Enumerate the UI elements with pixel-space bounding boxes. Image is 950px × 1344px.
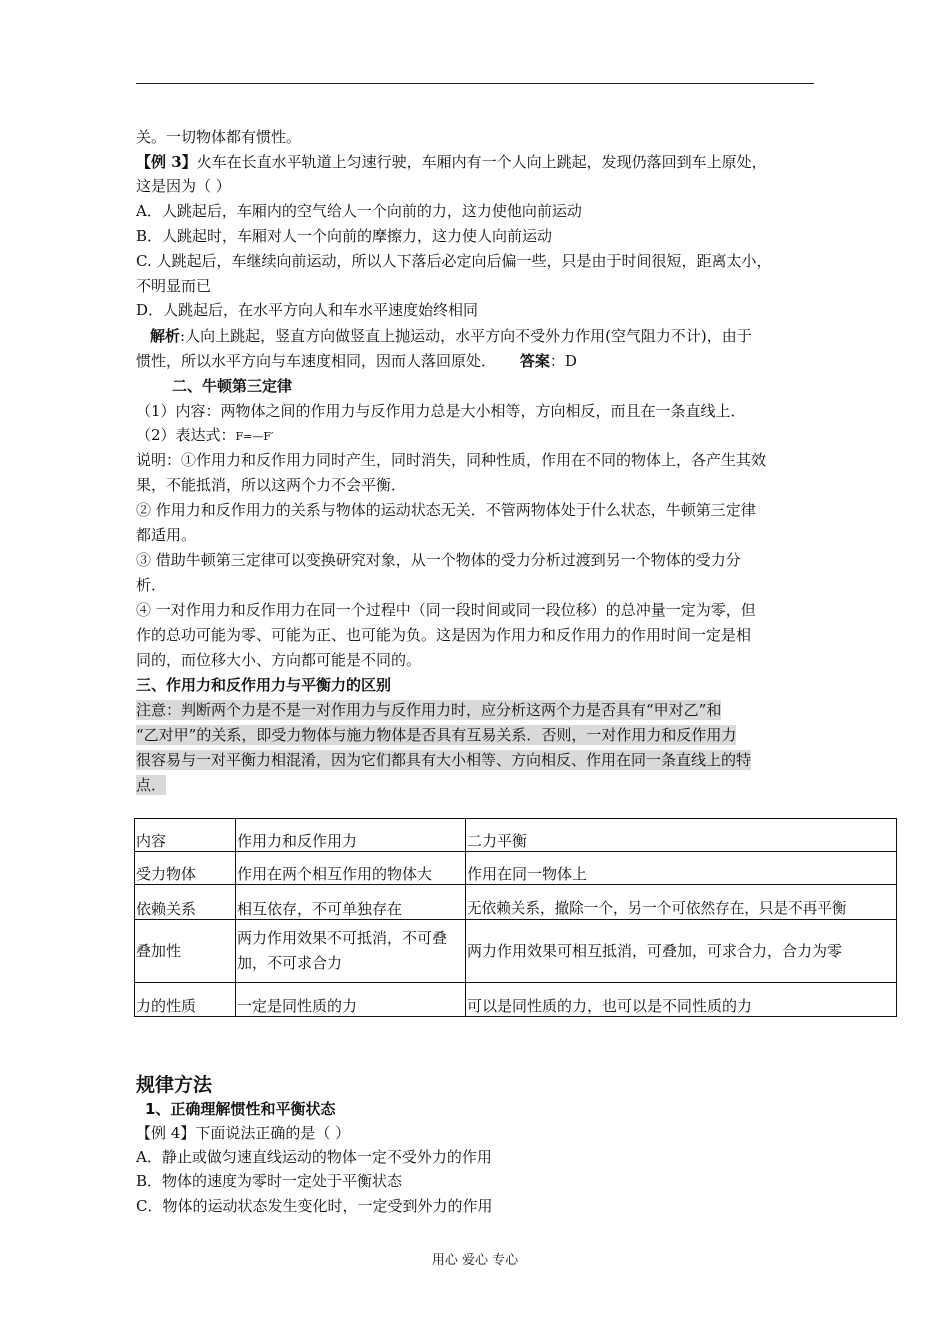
option-a: A．人跳起后，车厢内的空气给人一个向前的力，这力使他向前运动 (136, 202, 582, 220)
table-cell: 作用在同一物体上 (466, 852, 897, 885)
solution-label: 解析 (150, 327, 181, 345)
example-4-tag: 【例 4】 (136, 1124, 196, 1142)
text-line: 作的总功可能为零、可能为正、也可能为负。这是因为作用力和反作用力的作用时间一定是相 (136, 626, 752, 644)
example-3-tag: 【例 3】 (136, 153, 197, 171)
section-heading-3: 三、作用力和反作用力与平衡力的区别 (136, 676, 392, 694)
table-cell: 两力作用效果可相互抵消，可叠加，可求合力，合力为零 (466, 920, 897, 983)
example-3-question: 【例 3】火车在长直水平轨道上匀速行驶，车厢内有一个人向上跳起，发现仍落回到车上原处， (136, 153, 767, 171)
formula: F=—F′ (235, 430, 274, 443)
table-cell: 二力平衡 (466, 819, 897, 852)
note-4: ④ 一对作用力和反作用力在同一个过程中（同一段时间或同一段位移）的总冲量一定为零，但 (136, 601, 756, 619)
text-line: 不明显而已 (136, 277, 212, 295)
text-line: 果，不能抵消，所以这两个力不会平衡． (136, 476, 407, 494)
solution: 解析:人向上跳起，竖直方向做竖直上抛运动，水平方向不受外力作用(空气阻力不计)，由于 (150, 327, 752, 345)
option-b: B．人跳起时，车厢对人一个向前的摩擦力，这力使人向前运动 (136, 227, 553, 245)
option-c: C. 人跳起后，车继续向前运动，所以人下落后必定向后偏一些，只是由于时间很短，距离太小， (136, 252, 772, 270)
caution-note: 注意：判断两个力是不是一对作用力与反作用力时，应分析这两个力是否具有“甲对乙”和 (136, 701, 722, 719)
option-a: A．静止或做匀速直线运动的物体一定不受外力的作用 (136, 1148, 492, 1166)
table-cell: 相互依存，不可单独存在 (236, 885, 466, 920)
caution-note: “乙对甲”的关系，即受力物体与施力物体是否具有互易关系．否则，一对作用力和反作用力 (136, 726, 737, 744)
table-cell: 作用力和反作用力 (236, 819, 466, 852)
example-4-question: 【例 4】下面说法正确的是（ ） (136, 1124, 351, 1142)
section-heading-2: 二、牛顿第三定律 (172, 377, 293, 395)
table-cell: 两力作用效果不可抵消，不可叠 加，不可求合力 (236, 920, 466, 983)
answer-label: 答案 (519, 352, 550, 370)
content-line: （1）内容：两物体之间的作用力与反作用力总是大小相等，方向相反，而且在一条直线上． (136, 402, 746, 420)
note-3: ③ 借助牛顿第三定律可以变换研究对象，从一个物体的受力分析过渡到另一个物体的受力分 (136, 551, 741, 569)
expression-line: （2）表达式：F=—F′ (136, 426, 274, 444)
text-line: 这是因为（ ） (136, 177, 231, 195)
table-row (135, 819, 897, 852)
option-b: B．物体的速度为零时一定处于平衡状态 (136, 1172, 403, 1190)
header-rule (136, 83, 814, 84)
caution-note: 很容易与一对平衡力相混淆，因为它们都具有大小相等、方向相反、作用在同一条直线上的特 (136, 751, 752, 769)
text-line: 都适用。 (136, 526, 197, 544)
table-row (135, 983, 897, 1017)
table-cell: 作用在两个相互作用的物体大 (236, 852, 466, 885)
table-cell: 受力物体 (135, 852, 236, 885)
text-line: 关。一切物体都有惯性。 (136, 128, 302, 146)
text-line: 析． (136, 576, 167, 594)
table-cell: 力的性质 (135, 983, 236, 1017)
option-c: C．物体的运动状态发生变化时，一定受到外力的作用 (136, 1197, 493, 1215)
section-title: 规律方法 (136, 1074, 213, 1096)
table-row (135, 852, 897, 885)
solution-cont: 惯性，所以水平方向与车速度相同，因而人落回原处． 答案：D (136, 352, 577, 370)
table-cell: 内容 (135, 819, 236, 852)
note-1: 说明：①作用力和反作用力同时产生，同时消失，同种性质，作用在不同的物体上，各产生其效 (136, 451, 767, 469)
note-2: ② 作用力和反作用力的关系与物体的运动状态无关．不管两物体处于什么状态，牛顿第三定律 (136, 501, 756, 519)
table-cell: 一定是同性质的力 (236, 983, 466, 1017)
sub-heading: 1、正确理解惯性和平衡状态 (145, 1100, 336, 1118)
table-cell: 依赖关系 (135, 885, 236, 920)
page-footer: 用心 爱心 专心 (431, 1253, 519, 1268)
table-row (135, 920, 897, 983)
caution-note: 点． (136, 776, 167, 794)
option-d: D．人跳起后，在水平方向人和车水平速度始终相同 (136, 301, 479, 319)
answer-value: ：D (549, 352, 577, 370)
text-line: 同的，而位移大小、方向都可能是不同的。 (136, 651, 422, 669)
table-cell: 无依赖关系，撤除一个，另一个可依然存在，只是不再平衡 (466, 885, 897, 920)
table-cell: 叠加性 (135, 920, 236, 983)
table-row (135, 885, 897, 920)
table-cell: 可以是同性质的力，也可以是不同性质的力 (466, 983, 897, 1017)
comparison-table (134, 818, 897, 1017)
